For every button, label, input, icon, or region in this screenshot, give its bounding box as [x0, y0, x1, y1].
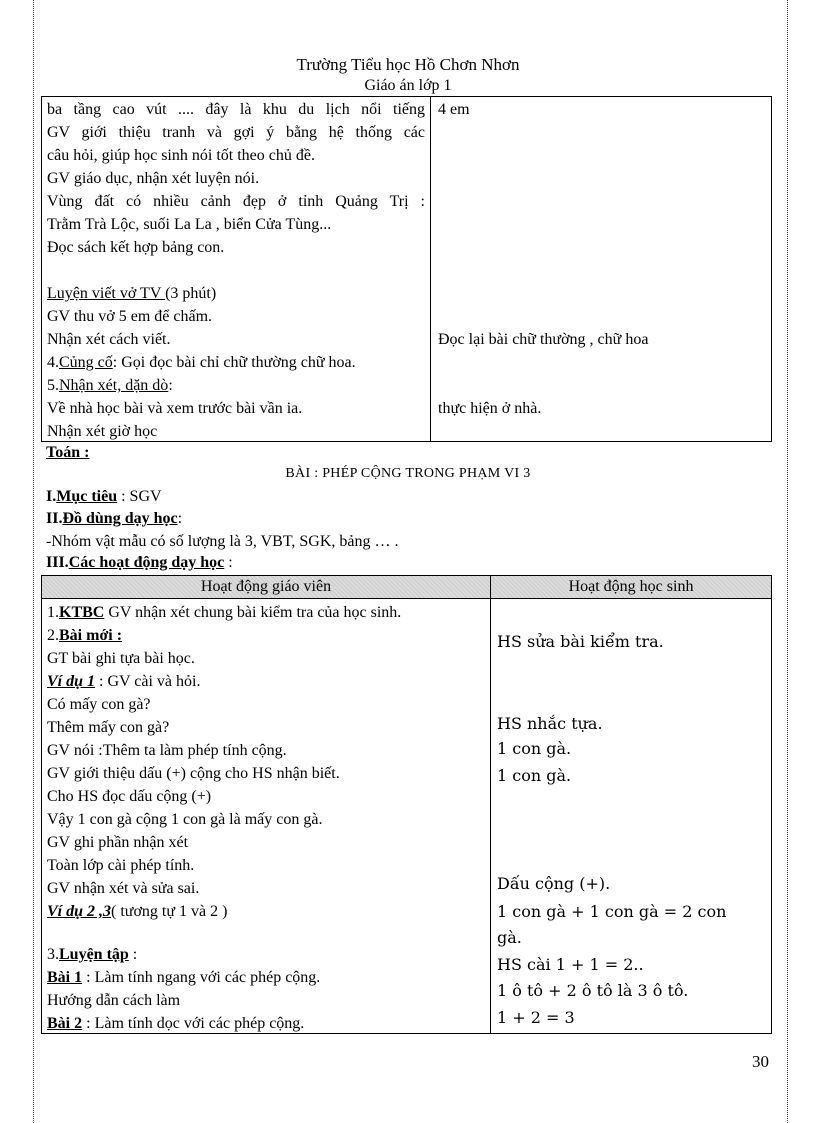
hoat-dong-num: III.: [46, 554, 69, 571]
ktbc-num: 1.: [47, 604, 59, 621]
bai-2-text: : Làm tính dọc với các phép cộng.: [82, 1015, 305, 1032]
grade-label: Giáo án lớp 1: [364, 77, 452, 94]
cung-co-line: [47, 353, 356, 373]
student-activity: 1 con gà.: [497, 739, 572, 758]
luyen-tap-colon: :: [128, 946, 138, 963]
nhan-xet-num: 5.: [47, 377, 59, 394]
luyen-viet-time: (3 phút): [165, 285, 217, 302]
ktbc-label: KTBC: [59, 604, 105, 621]
lesson-title: BÀI : PHÉP CỘNG TRONG PHẠM VI 3: [285, 466, 531, 481]
student-activity: 1 ô tô + 2 ô tô là 3 ô tô.: [497, 981, 689, 1000]
student-activity: 4 em: [438, 101, 470, 118]
text-line: GV thu vở 5 em để chấm.: [47, 308, 213, 325]
cung-co-text: : Gọi đọc bài chỉ chữ thường chữ hoa.: [112, 354, 356, 371]
text-line: Cho HS đọc dấu cộng (+): [47, 788, 212, 805]
bai-moi-num: 2.: [47, 627, 59, 644]
text-line: ba tầng cao vút .... đây là khu du lịch nổi tiếng: [47, 101, 425, 118]
vi-du-1-text: : GV cài và hỏi.: [95, 673, 201, 690]
hoat-dong-line: [46, 554, 233, 572]
text-line: Về nhà học bài và xem trước bài vần ia.: [47, 400, 303, 417]
cung-co-num: 4.: [47, 354, 59, 371]
student-activity: gà.: [497, 928, 522, 947]
activities-table: [41, 575, 772, 1034]
do-dung-text: -Nhóm vật mẫu có số lượng là 3, VBT, SGK, bảng … .: [46, 533, 399, 550]
text-line: Vùng đất có nhiều cảnh đẹp ở tỉnh Quảng Trị :: [47, 193, 425, 210]
vi-du-23-text: ( tương tự 1 và 2 ): [111, 903, 228, 920]
student-activity: thực hiện ở nhà.: [438, 400, 542, 417]
text-line: GV giáo dục, nhận xét luyện nói.: [47, 170, 260, 187]
nhan-xet-line: [47, 376, 173, 396]
bai-1-text: : Làm tính ngang với các phép cộng.: [82, 969, 321, 986]
muc-tieu-line: [46, 488, 162, 506]
text-line: GV nói :Thêm ta làm phép tính cộng.: [47, 742, 287, 759]
luyen-tap-line: [47, 945, 137, 965]
text-line: Nhận xét cách viết.: [47, 331, 171, 348]
muc-tieu-num: I.: [46, 488, 57, 505]
text-line: Vậy 1 con gà cộng 1 con gà là mấy con gà.: [47, 811, 323, 828]
student-activity: Đọc lại bài chữ thường , chữ hoa: [438, 331, 649, 348]
student-activity: 1 con gà + 1 con gà = 2 con: [497, 902, 727, 921]
text-line: GV giới thiệu dấu (+) cộng cho HS nhận biết.: [47, 765, 340, 782]
text-line: Nhận xét giờ học: [47, 423, 158, 440]
text-line: câu hỏi, giúp học sinh nói tốt theo chủ đề.: [47, 147, 315, 164]
student-activity: 1 con gà.: [497, 766, 572, 785]
luyen-viet-heading: [47, 284, 216, 304]
bai-1-label: Bài 1: [47, 969, 83, 986]
do-dung-label: Đồ dùng dạy học: [62, 510, 178, 527]
header-student: Hoạt động học sinh: [568, 578, 694, 595]
student-activity: HS nhắc tựa.: [497, 714, 603, 733]
muc-tieu-label: Mục tiêu: [56, 488, 118, 505]
lesson-table-top: [41, 96, 772, 442]
vi-du-1-label: Ví dụ 1: [47, 673, 96, 690]
text-line: Có mấy con gà?: [47, 696, 151, 713]
student-activity: HS sửa bài kiểm tra.: [497, 632, 664, 651]
column-divider: [430, 97, 431, 441]
school-name: Trường Tiểu học Hồ Chơn Nhơn: [296, 55, 520, 74]
bai-moi-label: Bài mới :: [59, 627, 123, 644]
vi-du-23-line: [47, 902, 227, 922]
text-line: GT bài ghi tựa bài học.: [47, 650, 195, 667]
cung-co-label: Củng cố: [59, 354, 113, 371]
text-line: Trằm Trà Lộc, suối La La , biển Cửa Tùng...: [47, 216, 332, 233]
luyen-tap-label: Luyện tập: [59, 946, 129, 963]
vi-du-1-line: [47, 672, 200, 692]
luyen-viet-label: Luyện viết vở TV: [47, 285, 166, 302]
do-dung-line: [46, 510, 182, 528]
do-dung-colon: :: [177, 510, 183, 527]
bai-2-label: Bài 2: [47, 1015, 83, 1032]
hoat-dong-label: Các hoạt động dạy học: [68, 554, 225, 571]
muc-tieu-text: : SGV: [117, 488, 162, 505]
ktbc-line: [47, 603, 401, 623]
hoat-dong-colon: :: [224, 554, 233, 571]
page-border-right: [787, 0, 789, 1123]
bai-moi-line: [47, 626, 122, 646]
column-divider: [490, 576, 491, 1033]
page-border-left: [33, 0, 35, 1123]
student-activity: HS cài 1 + 1 = 2..: [497, 955, 644, 974]
student-activity: Dấu cộng (+).: [497, 874, 611, 893]
text-line: GV ghi phần nhận xét: [47, 834, 189, 851]
text-line: Thêm mấy con gà?: [47, 719, 170, 736]
text-line: Toàn lớp cài phép tính.: [47, 857, 195, 874]
page-number: 30: [752, 1052, 769, 1071]
do-dung-num: II.: [46, 510, 63, 527]
luyen-tap-num: 3.: [47, 946, 59, 963]
vi-du-23-label: Ví dụ 2 ,3: [47, 903, 112, 920]
ktbc-text: GV nhận xét chung bài kiểm tra của học sinh.: [104, 604, 402, 621]
subject-label: Toán :: [46, 444, 90, 461]
nhan-xet-colon: :: [168, 377, 173, 394]
text-line: GV giới thiệu tranh và gợi ý bằng hệ thống các: [47, 124, 425, 141]
subject-heading: [46, 444, 89, 462]
text-line: Đọc sách kết hợp bảng con.: [47, 239, 225, 256]
header-teacher: Hoạt động giáo viên: [200, 578, 332, 595]
nhan-xet-label: Nhận xét, dặn dò: [59, 377, 169, 394]
bai-2-line: [47, 1014, 304, 1034]
text-line: Hướng dẫn cách làm: [47, 992, 181, 1009]
bai-1-line: [47, 968, 320, 988]
text-line: GV nhận xét và sửa sai.: [47, 880, 200, 897]
student-activity: 1 + 2 = 3: [497, 1008, 575, 1027]
